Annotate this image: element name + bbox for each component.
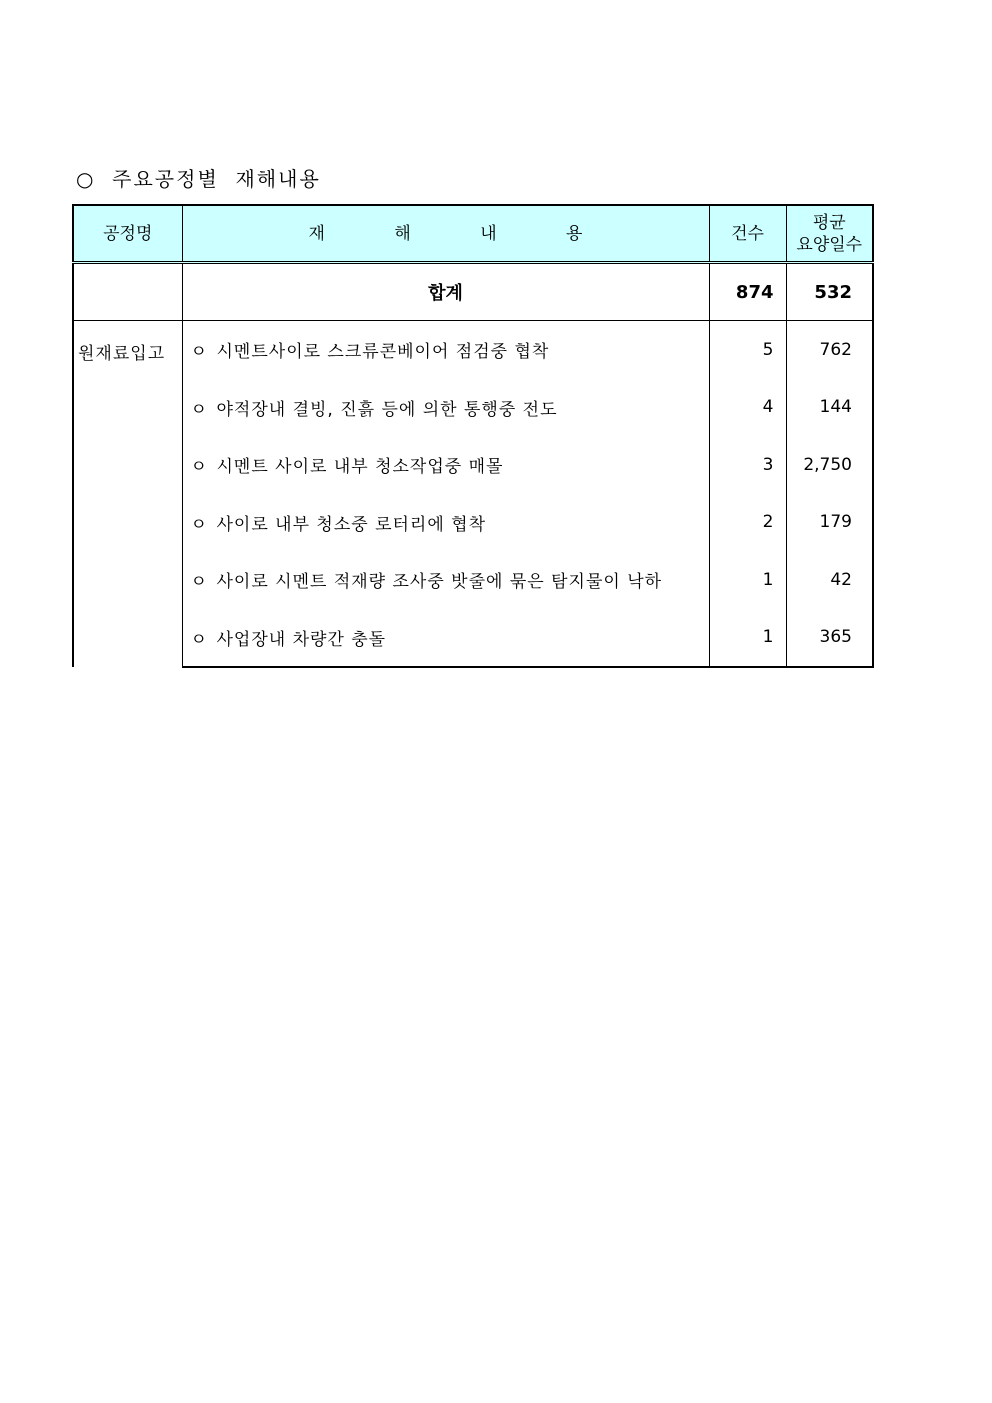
- row-count: 1: [709, 609, 786, 668]
- row-count: 2: [709, 494, 786, 552]
- bullet-icon: ㅇ: [190, 572, 208, 593]
- row-description-text: 사업장내 차량간 충돌: [216, 629, 387, 650]
- accident-table: [72, 204, 874, 668]
- bullet-icon: ㅇ: [190, 399, 208, 420]
- bullet-icon: ㅇ: [190, 342, 208, 363]
- header-days-line2: 요양일수: [796, 234, 863, 255]
- row-description: [182, 551, 709, 609]
- row-days: 762: [786, 321, 873, 379]
- table-row: [73, 494, 873, 552]
- section-heading: ○ 주요공정별 재해내용: [76, 167, 321, 191]
- table-row: [73, 436, 873, 494]
- header-count: 건수: [709, 205, 786, 263]
- row-description: [182, 321, 709, 379]
- row-description: [182, 436, 709, 494]
- row-count: 5: [709, 321, 786, 379]
- header-process: 공정명: [73, 205, 182, 263]
- table-row: [73, 609, 873, 668]
- row-count: 4: [709, 379, 786, 437]
- total-days: 532: [786, 263, 873, 321]
- bullet-icon: ㅇ: [190, 629, 208, 650]
- row-description-text: 야적장내 결빙, 진흙 등에 의한 통행중 전도: [216, 399, 558, 420]
- table-row: [73, 321, 873, 379]
- row-count: 3: [709, 436, 786, 494]
- row-days: 2,750: [786, 436, 873, 494]
- header-days: [786, 205, 873, 263]
- row-description: [182, 494, 709, 552]
- row-description-text: 시멘트 사이로 내부 청소작업중 매몰: [216, 457, 504, 478]
- row-count: 1: [709, 551, 786, 609]
- table-header-row: [73, 205, 873, 263]
- row-description: [182, 379, 709, 437]
- table-row: [73, 551, 873, 609]
- row-days: 144: [786, 379, 873, 437]
- header-content: [182, 205, 709, 263]
- row-description-text: 사이로 내부 청소중 로터리에 협착: [216, 514, 487, 535]
- row-days: 42: [786, 551, 873, 609]
- row-description-text: 시멘트사이로 스크류콘베이어 점검중 협착: [216, 342, 550, 363]
- header-days-line1: 평균: [812, 212, 846, 233]
- process-name: 원재료입고: [73, 321, 182, 668]
- bullet-icon: ㅇ: [190, 514, 208, 535]
- bullet-icon: ㅇ: [190, 457, 208, 478]
- total-process-cell: [73, 263, 182, 321]
- row-description-text: 사이로 시멘트 적재량 조사중 밧줄에 묶은 탐지물이 낙하: [216, 572, 663, 593]
- table-row: [73, 379, 873, 437]
- total-label: 합계: [182, 263, 709, 321]
- header-content-label: 재 해 내 용: [308, 223, 615, 244]
- row-description: [182, 609, 709, 668]
- total-row: [73, 263, 873, 321]
- row-days: 179: [786, 494, 873, 552]
- total-count: 874: [709, 263, 786, 321]
- row-days: 365: [786, 609, 873, 668]
